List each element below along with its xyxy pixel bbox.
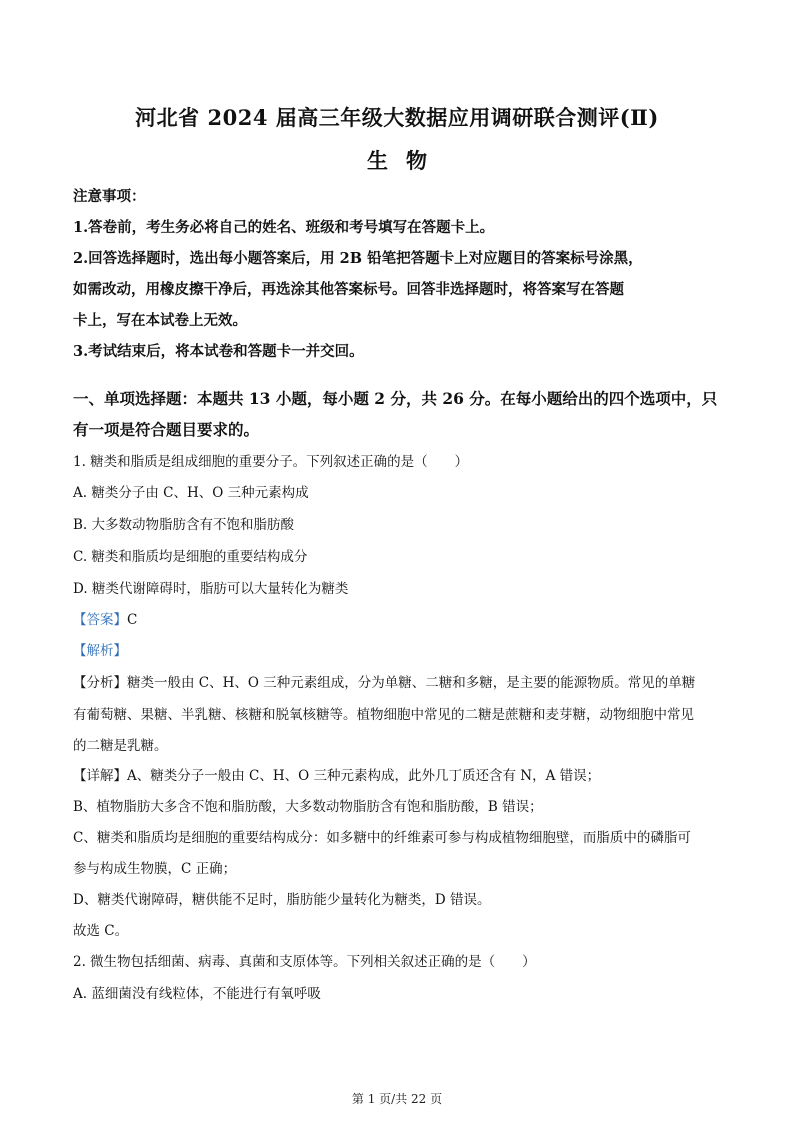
answer-line <box>73 611 733 629</box>
question-1-option-b: B. 大多数动物脂肪含有不饱和脂肪酸 <box>73 517 295 533</box>
question-2-stem: 2. 微生物包括细菌、病毒、真菌和支原体等。下列相关叙述正确的是（ ） <box>73 954 536 970</box>
xiangjie-line-5: D、糖类代谢障碍，糖供能不足时，脂肪能少量转化为糖类，D 错误。 <box>73 892 491 908</box>
notice-item-1: 1.答卷前，考生务必将自己的姓名、班级和考号填写在答题卡上。 <box>73 219 495 236</box>
notice-item-2-end: 卡上，写在本试卷上无效。 <box>73 312 247 329</box>
question-1-stem: 1. 糖类和脂质是组成细胞的重要分子。下列叙述正确的是（ ） <box>73 454 469 470</box>
xiangjie-line-3: C、糖类和脂质均是细胞的重要结构成分：如多糖中的纤维素可参与构成植物细胞壁，而脂质中的磷脂可 <box>73 830 691 846</box>
subject-title: 生物 <box>367 148 445 173</box>
notice-item-2-cont: 如需改动，用橡皮擦干净后，再选涂其他答案标号。回答非选择题时，将答案写在答题 <box>73 281 624 298</box>
analysis-line <box>73 642 733 660</box>
exam-title: 河北省 2024 届高三年级大数据应用调研联合测评(Ⅱ) <box>135 105 659 130</box>
notice-item-2: 2.回答选择题时，选出每小题答案后，用 2B 铅笔把答题卡上对应题目的答案标号涂黑， <box>73 250 643 267</box>
question-2-option-a: A. 蓝细菌没有线粒体，不能进行有氧呼吸 <box>73 986 321 1002</box>
xiangjie-text-1: A、糖类分子一般由 C、H、O 三种元素构成，此外几丁质还含有 N，A 错误； <box>127 768 601 784</box>
fenxi-tag: 【分析】 <box>73 675 127 691</box>
fenxi-line-1 <box>73 674 733 692</box>
analysis-tag: 【解析】 <box>73 643 127 659</box>
notice-item-3: 3.考试结束后，将本试卷和答题卡一并交回。 <box>73 343 364 360</box>
xiangjie-line-4: 参与构成生物膜，C 正确； <box>73 861 237 877</box>
conclusion-line: 故选 C。 <box>73 923 129 939</box>
fenxi-text-1: 糖类一般由 C、H、O 三种元素组成，分为单糖、二糖和多糖，是主要的能源物质。常见的单糖 <box>127 675 696 691</box>
answer-tag: 【答案】 <box>73 612 127 628</box>
xiangjie-line-1 <box>73 767 733 785</box>
question-1-option-c: C. 糖类和脂质均是细胞的重要结构成分 <box>73 549 308 565</box>
fenxi-line-2: 有葡萄糖、果糖、半乳糖、核糖和脱氧核糖等。植物细胞中常见的二糖是蔗糖和麦芽糖，动物细胞中常见 <box>73 707 694 723</box>
section-heading-cont: 有一项是符合题目要求的。 <box>73 420 260 439</box>
section-heading: 一、单项选择题：本题共 13 小题，每小题 2 分，共 26 分。在每小题给出的四个选项中，只 <box>73 389 718 408</box>
question-1-option-a: A. 糖类分子由 C、H、O 三种元素构成 <box>73 485 309 501</box>
xiangjie-tag: 【详解】 <box>73 768 127 784</box>
page-footer: 第 1 页/共 22 页 <box>351 1092 443 1106</box>
notice-heading: 注意事项： <box>73 188 146 205</box>
fenxi-line-3: 的二糖是乳糖。 <box>73 738 168 754</box>
question-1-option-d: D. 糖类代谢障碍时，脂肪可以大量转化为糖类 <box>73 581 349 597</box>
answer-value: C <box>127 612 138 628</box>
xiangjie-line-2: B、植物脂肪大多含不饱和脂肪酸，大多数动物脂肪含有饱和脂肪酸，B 错误； <box>73 799 543 815</box>
